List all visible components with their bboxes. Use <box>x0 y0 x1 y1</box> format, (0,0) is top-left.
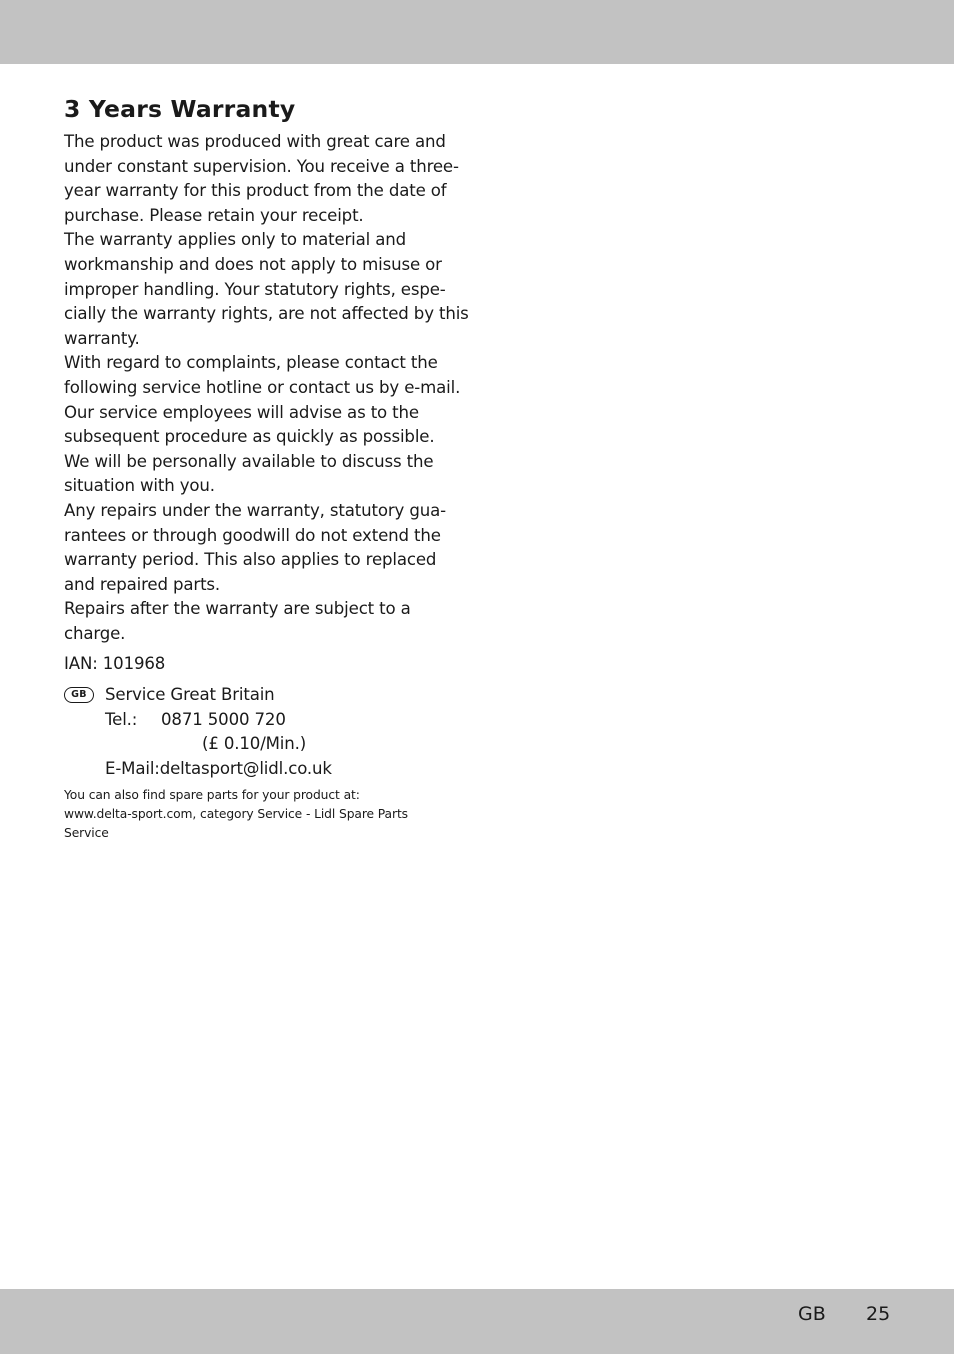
body-line: situation with you. <box>64 476 215 496</box>
body-line: warranty. <box>64 328 140 348</box>
spare-parts-line: Service <box>64 826 109 841</box>
body-line: Repairs after the warranty are subject to a <box>64 599 411 619</box>
warranty-section <box>64 92 469 856</box>
body-line: cially the warranty rights, are not affected by this <box>64 304 469 324</box>
ian-number: IAN: 101968 <box>64 654 166 674</box>
body-line: year warranty for this product from the date of <box>64 181 447 201</box>
body-line: Any repairs under the warranty, statutory gua- <box>64 500 446 520</box>
telephone-number: 0871 5000 720 <box>161 709 286 729</box>
spare-parts-note <box>64 786 464 843</box>
telephone-row <box>105 708 464 733</box>
body-line: and repaired parts. <box>64 574 221 594</box>
service-title-row <box>64 683 464 708</box>
body-line: workmanship and does not apply to misuse or <box>64 254 442 274</box>
page-title: 3 Years Warranty <box>64 95 296 123</box>
telephone-label: Tel.: <box>105 709 138 729</box>
telephone-rate: (£ 0.10/Min.) <box>202 734 307 754</box>
body-line: rantees or through goodwill do not extend the <box>64 525 441 545</box>
body-line: subsequent procedure as quickly as possible. <box>64 427 435 447</box>
body-line: With regard to complaints, please contact the <box>64 353 438 373</box>
service-title: Service Great Britain <box>105 685 275 705</box>
country-badge: GB <box>64 687 94 703</box>
body-line: improper handling. Your statutory rights, espe- <box>64 279 446 299</box>
body-line: under constant supervision. You receive a three- <box>64 156 459 176</box>
service-contact <box>64 683 464 781</box>
service-details <box>64 708 464 782</box>
body-line: We will be personally available to discuss the <box>64 451 434 471</box>
body-line: warranty period. This also applies to replaced <box>64 550 437 570</box>
service-email: E-Mail:deltasport@lidl.co.uk <box>105 758 332 778</box>
page-number: 25 <box>866 1303 891 1325</box>
body-line: purchase. Please retain your receipt. <box>64 205 364 225</box>
header-band <box>0 0 954 64</box>
spare-parts-line: www.delta-sport.com, category Service - Lidl Spare Parts <box>64 807 408 822</box>
body-line: The product was produced with great care and <box>64 132 446 151</box>
spare-parts-line: You can also find spare parts for your product at: <box>64 788 360 803</box>
footer-language: GB <box>798 1303 826 1325</box>
body-line: charge. <box>64 623 126 643</box>
body-line: Our service employees will advise as to the <box>64 402 419 422</box>
body-line: following service hotline or contact us by e-mail. <box>64 377 461 397</box>
body-line: The warranty applies only to material and <box>64 230 407 250</box>
warranty-body <box>64 130 469 646</box>
